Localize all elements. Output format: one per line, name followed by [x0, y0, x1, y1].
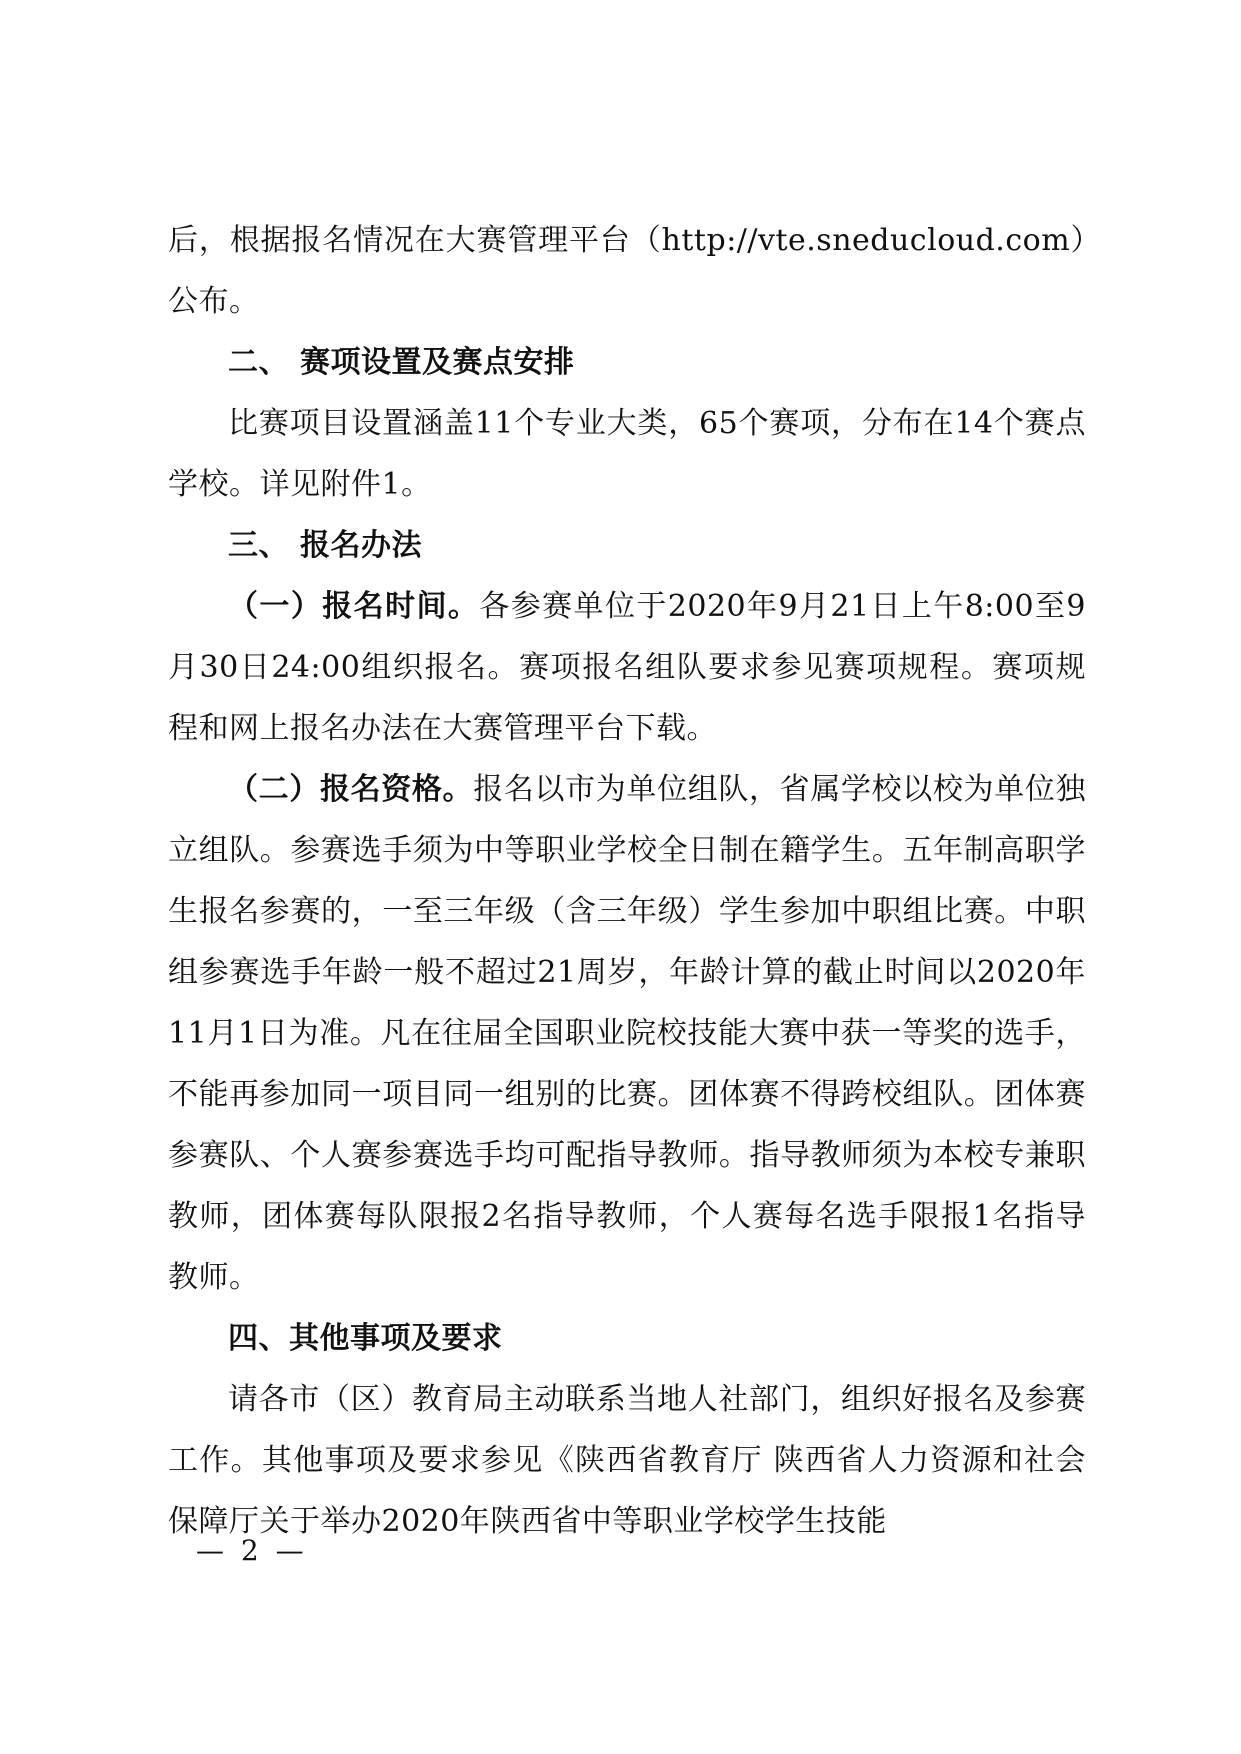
paragraph-other-matters: 请各市（区）教育局主动联系当地人社部门，组织好报名及参赛工作。其他事项及要求参见《陕西省教育厅 陕西省人力资源和社会保障厅关于举办2020年陕西省中等职业学校学生技能	[168, 1382, 1086, 1539]
paragraph-continuation: 后，根据报名情况在大赛管理平台（http://vte.sneducloud.com）公布。	[168, 223, 1086, 319]
paragraph-registration-time-body: 各参赛单位于2020年9月21日上午8:00至9月30日24:00组织报名。赛项报名组队要求参见赛项规程。赛项规程和网上报名办法在大赛管理平台下载。	[168, 589, 1086, 746]
paragraph-eligibility	[168, 759, 1086, 1308]
paragraph-eligibility-body: 报名以市为单位组队，省属学校以校为单位独立组队。参赛选手须为中等职业学校全日制在籍学生。五年制高职学生报名参赛的，一至三年级（含三年级）学生参加中职组比赛。中职组参赛选手年龄一般不超过21周岁，年龄计算的截止时间以2020年11月1日为准。凡在往届全国职业院校技能大赛中获一等奖的选手，不能再参加同一项目同一组别的比赛。团体赛不得跨校组队。团体赛参赛队、个人赛参赛选手均可配指导教师。指导教师须为本校专兼职教师，团体赛每队限报2名指导教师，个人赛每名选手限报1名指导教师。	[168, 772, 1087, 1295]
section-heading-2: 二、 赛项设置及赛点安排	[228, 345, 575, 380]
section-heading-3: 三、 报名办法	[228, 528, 422, 563]
subsection-title-time: （一）报名时间。	[228, 589, 480, 624]
paragraph-registration-time	[168, 576, 1086, 759]
paragraph-events: 比赛项目设置涵盖11个专业大类，65个赛项，分布在14个赛点学校。详见附件1。	[168, 406, 1086, 502]
page-number: — 2 —	[196, 1534, 308, 1567]
body-text	[168, 210, 1086, 1552]
section-heading-4: 四、其他事项及要求	[228, 1321, 503, 1356]
subsection-title-eligibility: （二）报名资格。	[228, 772, 474, 807]
